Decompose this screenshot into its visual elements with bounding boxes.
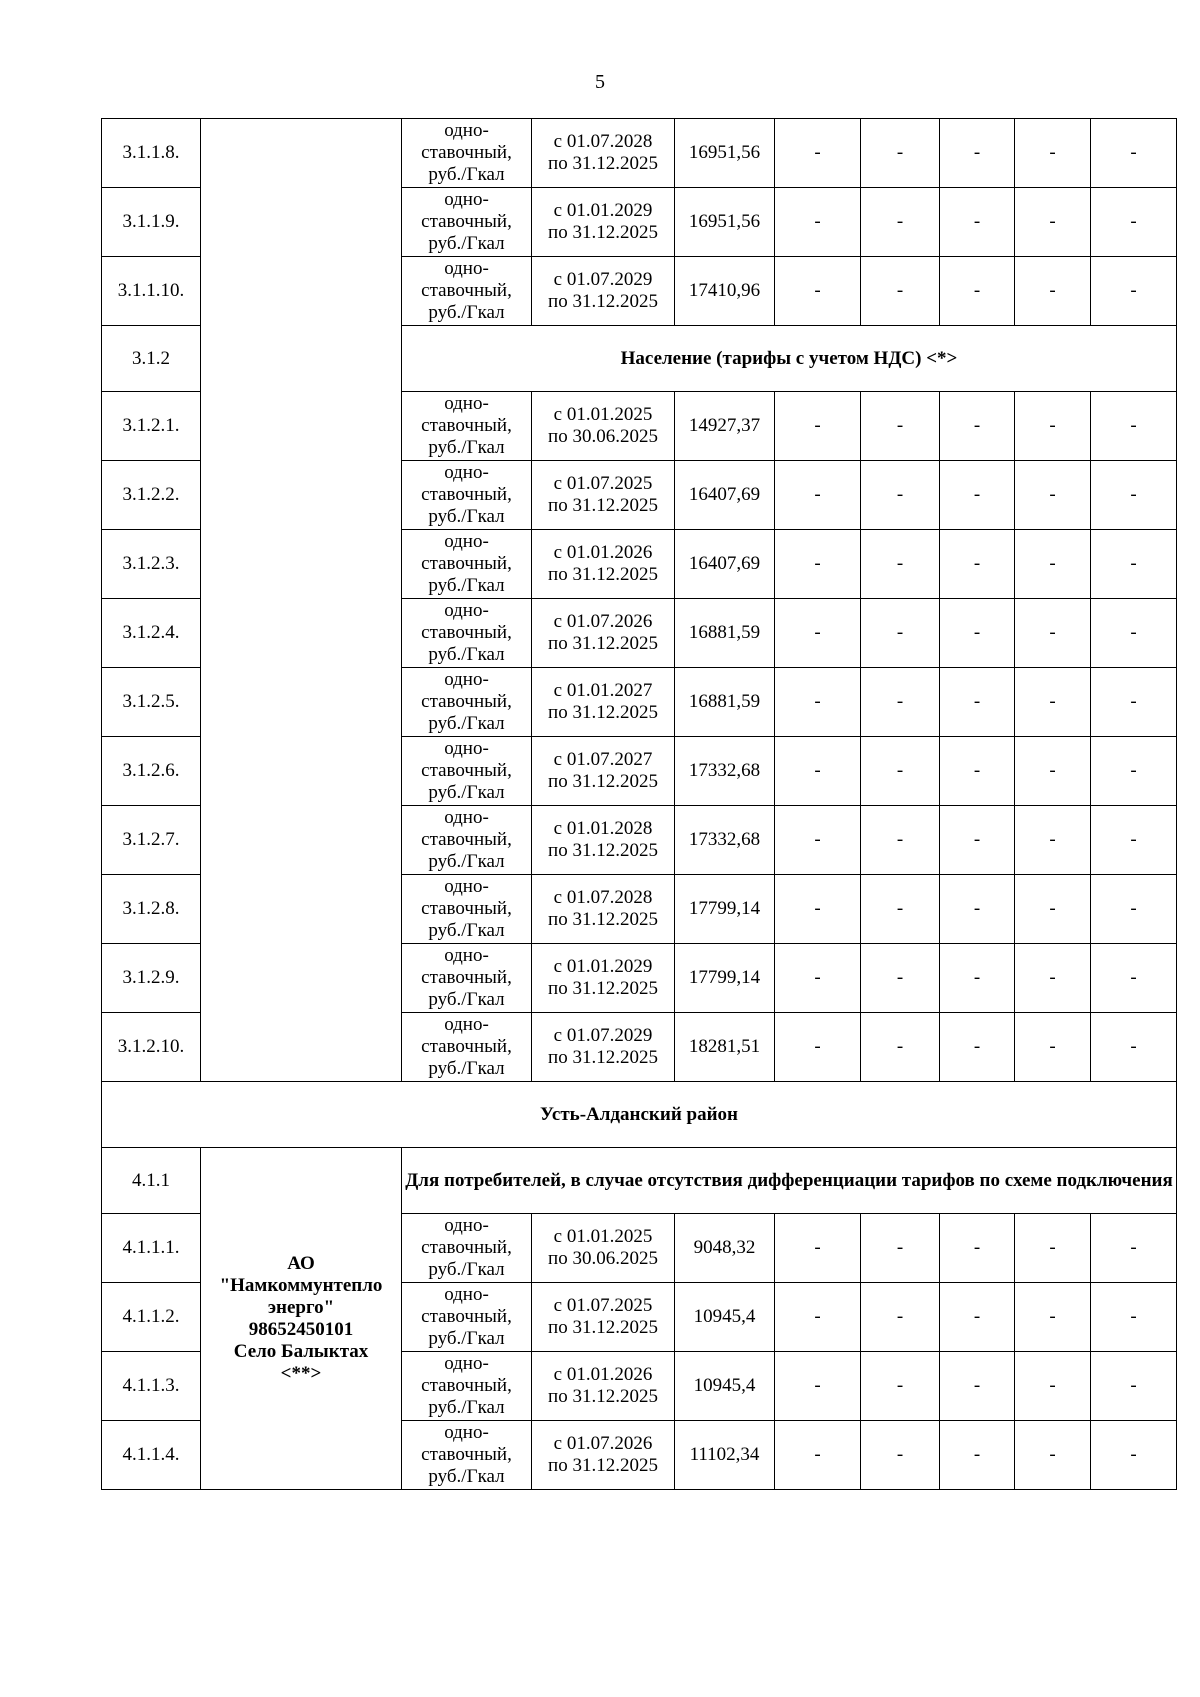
tariff-type-line: одно- (444, 1353, 489, 1374)
section-code-cell: 3.1.2 (102, 326, 201, 392)
empty-value-cell: - (775, 737, 861, 806)
empty-value-cell: - (861, 1421, 940, 1490)
tariff-type-line: одно- (444, 393, 489, 414)
empty-value-cell: - (940, 806, 1015, 875)
row-code-cell: 3.1.2.6. (102, 737, 201, 806)
tariff-type-line: руб./Гкал (428, 302, 505, 323)
empty-value-cell: - (1015, 1013, 1091, 1082)
row-code-cell: 3.1.1.10. (102, 257, 201, 326)
empty-value-cell: - (861, 461, 940, 530)
tariff-type-line: одно- (444, 876, 489, 897)
empty-value-cell: - (1015, 461, 1091, 530)
empty-value-cell: - (940, 188, 1015, 257)
table-row (102, 119, 1177, 188)
empty-value-cell: - (940, 392, 1015, 461)
tariff-type-line: одно- (444, 1422, 489, 1443)
empty-value-cell: - (1091, 257, 1177, 326)
empty-value-cell: - (1015, 1352, 1091, 1421)
empty-value-cell: - (775, 668, 861, 737)
empty-value-cell: - (940, 737, 1015, 806)
row-code-cell: 3.1.2.10. (102, 1013, 201, 1082)
tariff-type-line: руб./Гкал (428, 575, 505, 596)
tariff-type-line: руб./Гкал (428, 233, 505, 254)
period-line: с 01.07.2026 (553, 611, 653, 632)
period-line: с 01.07.2026 (553, 1433, 653, 1454)
org-line: "Намкоммунтепло (219, 1274, 383, 1296)
period-line: с 01.07.2025 (553, 473, 653, 494)
empty-value-cell: - (861, 530, 940, 599)
tariff-value-cell: 17410,96 (675, 257, 775, 326)
tariff-type-line: ставочный, (421, 1444, 512, 1465)
empty-value-cell: - (940, 599, 1015, 668)
period-cell (532, 944, 675, 1013)
tariff-type-cell (402, 392, 532, 461)
tariff-type-line: ставочный, (421, 1306, 512, 1327)
empty-value-cell: - (861, 944, 940, 1013)
empty-value-cell: - (861, 1283, 940, 1352)
empty-value-cell: - (861, 392, 940, 461)
period-line: по 31.12.2025 (548, 633, 658, 654)
row-code-cell: 4.1.1.2. (102, 1283, 201, 1352)
period-line: по 31.12.2025 (548, 1455, 658, 1476)
tariff-type-line: руб./Гкал (428, 164, 505, 185)
tariff-type-line: ставочный, (421, 484, 512, 505)
empty-value-cell: - (940, 944, 1015, 1013)
empty-value-cell: - (1015, 530, 1091, 599)
tariff-type-cell (402, 944, 532, 1013)
org-line: Село Балыктах (233, 1340, 369, 1362)
tariff-type-cell (402, 806, 532, 875)
tariff-type-line: ставочный, (421, 280, 512, 301)
period-line: с 01.07.2029 (553, 1025, 653, 1046)
empty-value-cell: - (1091, 737, 1177, 806)
row-code-cell: 4.1.1.1. (102, 1214, 201, 1283)
empty-value-cell: - (775, 1283, 861, 1352)
period-cell (532, 1013, 675, 1082)
row-code-cell: 3.1.2.5. (102, 668, 201, 737)
tariff-type-line: ставочный, (421, 553, 512, 574)
tariff-value-cell: 16951,56 (675, 119, 775, 188)
empty-value-cell: - (940, 1013, 1015, 1082)
empty-value-cell: - (1015, 875, 1091, 944)
tariff-type-cell (402, 461, 532, 530)
period-line: по 31.12.2025 (548, 1317, 658, 1338)
empty-value-cell: - (1091, 1421, 1177, 1490)
empty-value-cell: - (861, 188, 940, 257)
tariff-value-cell: 16881,59 (675, 599, 775, 668)
table-body (102, 119, 1177, 1490)
tariff-type-cell (402, 530, 532, 599)
empty-value-cell: - (861, 119, 940, 188)
empty-value-cell: - (1015, 668, 1091, 737)
empty-value-cell: - (1091, 599, 1177, 668)
empty-value-cell: - (1015, 257, 1091, 326)
tariff-type-line: ставочный, (421, 211, 512, 232)
tariff-type-line: руб./Гкал (428, 920, 505, 941)
period-line: по 31.12.2025 (548, 564, 658, 585)
period-line: по 31.12.2025 (548, 978, 658, 999)
tariff-type-line: одно- (444, 945, 489, 966)
empty-value-cell: - (861, 1352, 940, 1421)
period-line: с 01.07.2025 (553, 1295, 653, 1316)
period-cell (532, 806, 675, 875)
period-line: с 01.01.2027 (553, 680, 653, 701)
tariff-value-cell: 14927,37 (675, 392, 775, 461)
period-line: с 01.01.2029 (553, 200, 653, 221)
period-line: по 31.12.2025 (548, 1386, 658, 1407)
tariff-value-cell: 10945,4 (675, 1283, 775, 1352)
empty-value-cell: - (1091, 806, 1177, 875)
empty-value-cell: - (1091, 119, 1177, 188)
period-cell (532, 188, 675, 257)
empty-value-cell: - (1091, 392, 1177, 461)
empty-value-cell: - (775, 392, 861, 461)
tariff-type-line: одно- (444, 600, 489, 621)
org-line: АО (287, 1252, 315, 1274)
period-cell (532, 530, 675, 599)
empty-value-cell: - (861, 1013, 940, 1082)
tariff-type-cell (402, 1283, 532, 1352)
empty-value-cell: - (1015, 1214, 1091, 1283)
empty-value-cell: - (861, 875, 940, 944)
empty-value-cell: - (775, 257, 861, 326)
empty-value-cell: - (775, 530, 861, 599)
row-code-cell: 3.1.2.7. (102, 806, 201, 875)
empty-value-cell: - (1015, 944, 1091, 1013)
empty-value-cell: - (940, 119, 1015, 188)
period-line: по 31.12.2025 (548, 495, 658, 516)
period-cell (532, 1352, 675, 1421)
tariff-type-cell (402, 875, 532, 944)
tariff-type-line: руб./Гкал (428, 437, 505, 458)
period-cell (532, 1214, 675, 1283)
tariff-type-line: руб./Гкал (428, 1466, 505, 1487)
tariff-value-cell: 16407,69 (675, 530, 775, 599)
tariff-type-cell (402, 188, 532, 257)
period-cell (532, 737, 675, 806)
tariff-type-line: ставочный, (421, 898, 512, 919)
period-line: по 31.12.2025 (548, 702, 658, 723)
period-line: с 01.07.2028 (553, 131, 653, 152)
period-line: по 31.12.2025 (548, 771, 658, 792)
region-title-cell: Усть-Алданский район (102, 1082, 1177, 1148)
empty-value-cell: - (775, 461, 861, 530)
period-cell (532, 599, 675, 668)
org-line: энерго" (267, 1296, 335, 1318)
section-title-cell: Для потребителей, в случае отсутствия дифференциации тарифов по схеме подключения (402, 1148, 1177, 1214)
period-line: с 01.07.2028 (553, 887, 653, 908)
period-cell (532, 119, 675, 188)
tariff-type-line: одно- (444, 1014, 489, 1035)
section-row-4-1-1 (102, 1148, 1177, 1214)
tariff-type-line: руб./Гкал (428, 1328, 505, 1349)
row-code-cell: 4.1.1.4. (102, 1421, 201, 1490)
tariff-type-cell (402, 1352, 532, 1421)
tariff-type-cell (402, 737, 532, 806)
organization-cell (201, 119, 402, 1082)
period-line: по 30.06.2025 (548, 426, 658, 447)
empty-value-cell: - (940, 1283, 1015, 1352)
period-line: по 31.12.2025 (548, 222, 658, 243)
period-line: по 31.12.2025 (548, 153, 658, 174)
tariff-type-line: одно- (444, 807, 489, 828)
section-code-cell: 4.1.1 (102, 1148, 201, 1214)
tariff-type-line: руб./Гкал (428, 1259, 505, 1280)
empty-value-cell: - (940, 668, 1015, 737)
tariff-type-line: руб./Гкал (428, 713, 505, 734)
tariff-type-cell (402, 257, 532, 326)
tariff-type-cell (402, 668, 532, 737)
region-row (102, 1082, 1177, 1148)
period-line: по 31.12.2025 (548, 909, 658, 930)
period-line: по 31.12.2025 (548, 1047, 658, 1068)
row-code-cell: 4.1.1.3. (102, 1352, 201, 1421)
tariff-type-cell (402, 1421, 532, 1490)
empty-value-cell: - (940, 1352, 1015, 1421)
empty-value-cell: - (940, 1214, 1015, 1283)
empty-value-cell: - (1091, 1352, 1177, 1421)
tariff-type-line: одно- (444, 669, 489, 690)
empty-value-cell: - (861, 257, 940, 326)
empty-value-cell: - (861, 1214, 940, 1283)
tariff-type-line: ставочный, (421, 415, 512, 436)
period-line: с 01.01.2026 (553, 542, 653, 563)
empty-value-cell: - (1091, 1283, 1177, 1352)
empty-value-cell: - (1091, 188, 1177, 257)
tariff-type-line: одно- (444, 1215, 489, 1236)
empty-value-cell: - (861, 668, 940, 737)
tariff-value-cell: 17332,68 (675, 806, 775, 875)
tariff-value-cell: 16407,69 (675, 461, 775, 530)
tariff-table (101, 118, 1177, 1490)
period-line: по 31.12.2025 (548, 291, 658, 312)
tariff-type-cell (402, 599, 532, 668)
period-cell (532, 257, 675, 326)
empty-value-cell: - (861, 599, 940, 668)
tariff-value-cell: 17332,68 (675, 737, 775, 806)
period-cell (532, 1283, 675, 1352)
empty-value-cell: - (1091, 668, 1177, 737)
empty-value-cell: - (775, 188, 861, 257)
empty-value-cell: - (1015, 119, 1091, 188)
empty-value-cell: - (775, 1214, 861, 1283)
empty-value-cell: - (1091, 944, 1177, 1013)
empty-value-cell: - (940, 461, 1015, 530)
empty-value-cell: - (1015, 1283, 1091, 1352)
empty-value-cell: - (940, 1421, 1015, 1490)
tariff-type-line: ставочный, (421, 142, 512, 163)
tariff-type-line: ставочный, (421, 1375, 512, 1396)
tariff-type-line: ставочный, (421, 829, 512, 850)
period-line: с 01.01.2029 (553, 956, 653, 977)
empty-value-cell: - (861, 737, 940, 806)
tariff-type-line: руб./Гкал (428, 1397, 505, 1418)
empty-value-cell: - (1015, 737, 1091, 806)
tariff-type-line: руб./Гкал (428, 989, 505, 1010)
empty-value-cell: - (940, 257, 1015, 326)
empty-value-cell: - (1091, 1214, 1177, 1283)
organization-cell (201, 1148, 402, 1490)
tariff-value-cell: 18281,51 (675, 1013, 775, 1082)
empty-value-cell: - (775, 944, 861, 1013)
tariff-type-line: руб./Гкал (428, 644, 505, 665)
period-cell (532, 668, 675, 737)
empty-value-cell: - (775, 119, 861, 188)
empty-value-cell: - (775, 875, 861, 944)
empty-value-cell: - (1015, 188, 1091, 257)
tariff-type-line: ставочный, (421, 760, 512, 781)
period-line: с 01.01.2028 (553, 818, 653, 839)
empty-value-cell: - (775, 1352, 861, 1421)
tariff-type-line: одно- (444, 1284, 489, 1305)
empty-value-cell: - (940, 875, 1015, 944)
row-code-cell: 3.1.1.8. (102, 119, 201, 188)
empty-value-cell: - (775, 1421, 861, 1490)
tariff-type-line: руб./Гкал (428, 1058, 505, 1079)
row-code-cell: 3.1.2.9. (102, 944, 201, 1013)
tariff-value-cell: 17799,14 (675, 944, 775, 1013)
period-cell (532, 392, 675, 461)
empty-value-cell: - (1091, 530, 1177, 599)
period-cell (532, 461, 675, 530)
row-code-cell: 3.1.2.3. (102, 530, 201, 599)
tariff-type-cell (402, 119, 532, 188)
tariff-type-line: одно- (444, 462, 489, 483)
tariff-type-line: руб./Гкал (428, 782, 505, 803)
tariff-type-line: руб./Гкал (428, 506, 505, 527)
row-code-cell: 3.1.2.1. (102, 392, 201, 461)
tariff-type-cell (402, 1013, 532, 1082)
empty-value-cell: - (1091, 461, 1177, 530)
tariff-value-cell: 16951,56 (675, 188, 775, 257)
section-title-cell: Население (тарифы с учетом НДС) <*> (402, 326, 1177, 392)
tariff-type-line: одно- (444, 189, 489, 210)
tariff-value-cell: 10945,4 (675, 1352, 775, 1421)
empty-value-cell: - (1015, 392, 1091, 461)
tariff-type-line: ставочный, (421, 1036, 512, 1057)
tariff-value-cell: 17799,14 (675, 875, 775, 944)
tariff-type-line: одно- (444, 258, 489, 279)
period-line: с 01.01.2026 (553, 1364, 653, 1385)
period-line: с 01.01.2025 (553, 1226, 653, 1247)
tariff-type-line: одно- (444, 738, 489, 759)
tariff-type-line: ставочный, (421, 691, 512, 712)
empty-value-cell: - (1015, 806, 1091, 875)
period-cell (532, 875, 675, 944)
empty-value-cell: - (1091, 875, 1177, 944)
page-number: 5 (595, 71, 605, 93)
row-code-cell: 3.1.1.9. (102, 188, 201, 257)
org-line: <**> (280, 1362, 322, 1384)
empty-value-cell: - (775, 806, 861, 875)
org-line: 98652450101 (248, 1318, 354, 1340)
tariff-type-line: ставочный, (421, 967, 512, 988)
tariff-value-cell: 11102,34 (675, 1421, 775, 1490)
tariff-type-cell (402, 1214, 532, 1283)
tariff-type-line: одно- (444, 120, 489, 141)
tariff-type-line: ставочный, (421, 622, 512, 643)
tariff-value-cell: 9048,32 (675, 1214, 775, 1283)
empty-value-cell: - (1091, 1013, 1177, 1082)
row-code-cell: 3.1.2.2. (102, 461, 201, 530)
period-line: с 01.07.2029 (553, 269, 653, 290)
empty-value-cell: - (861, 806, 940, 875)
tariff-type-line: одно- (444, 531, 489, 552)
period-line: с 01.01.2025 (553, 404, 653, 425)
period-line: с 01.07.2027 (553, 749, 653, 770)
empty-value-cell: - (1015, 1421, 1091, 1490)
row-code-cell: 3.1.2.8. (102, 875, 201, 944)
empty-value-cell: - (775, 1013, 861, 1082)
row-code-cell: 3.1.2.4. (102, 599, 201, 668)
tariff-type-line: руб./Гкал (428, 851, 505, 872)
period-line: по 30.06.2025 (548, 1248, 658, 1269)
empty-value-cell: - (940, 530, 1015, 599)
period-line: по 31.12.2025 (548, 840, 658, 861)
tariff-value-cell: 16881,59 (675, 668, 775, 737)
empty-value-cell: - (1015, 599, 1091, 668)
empty-value-cell: - (775, 599, 861, 668)
tariff-type-line: ставочный, (421, 1237, 512, 1258)
period-cell (532, 1421, 675, 1490)
